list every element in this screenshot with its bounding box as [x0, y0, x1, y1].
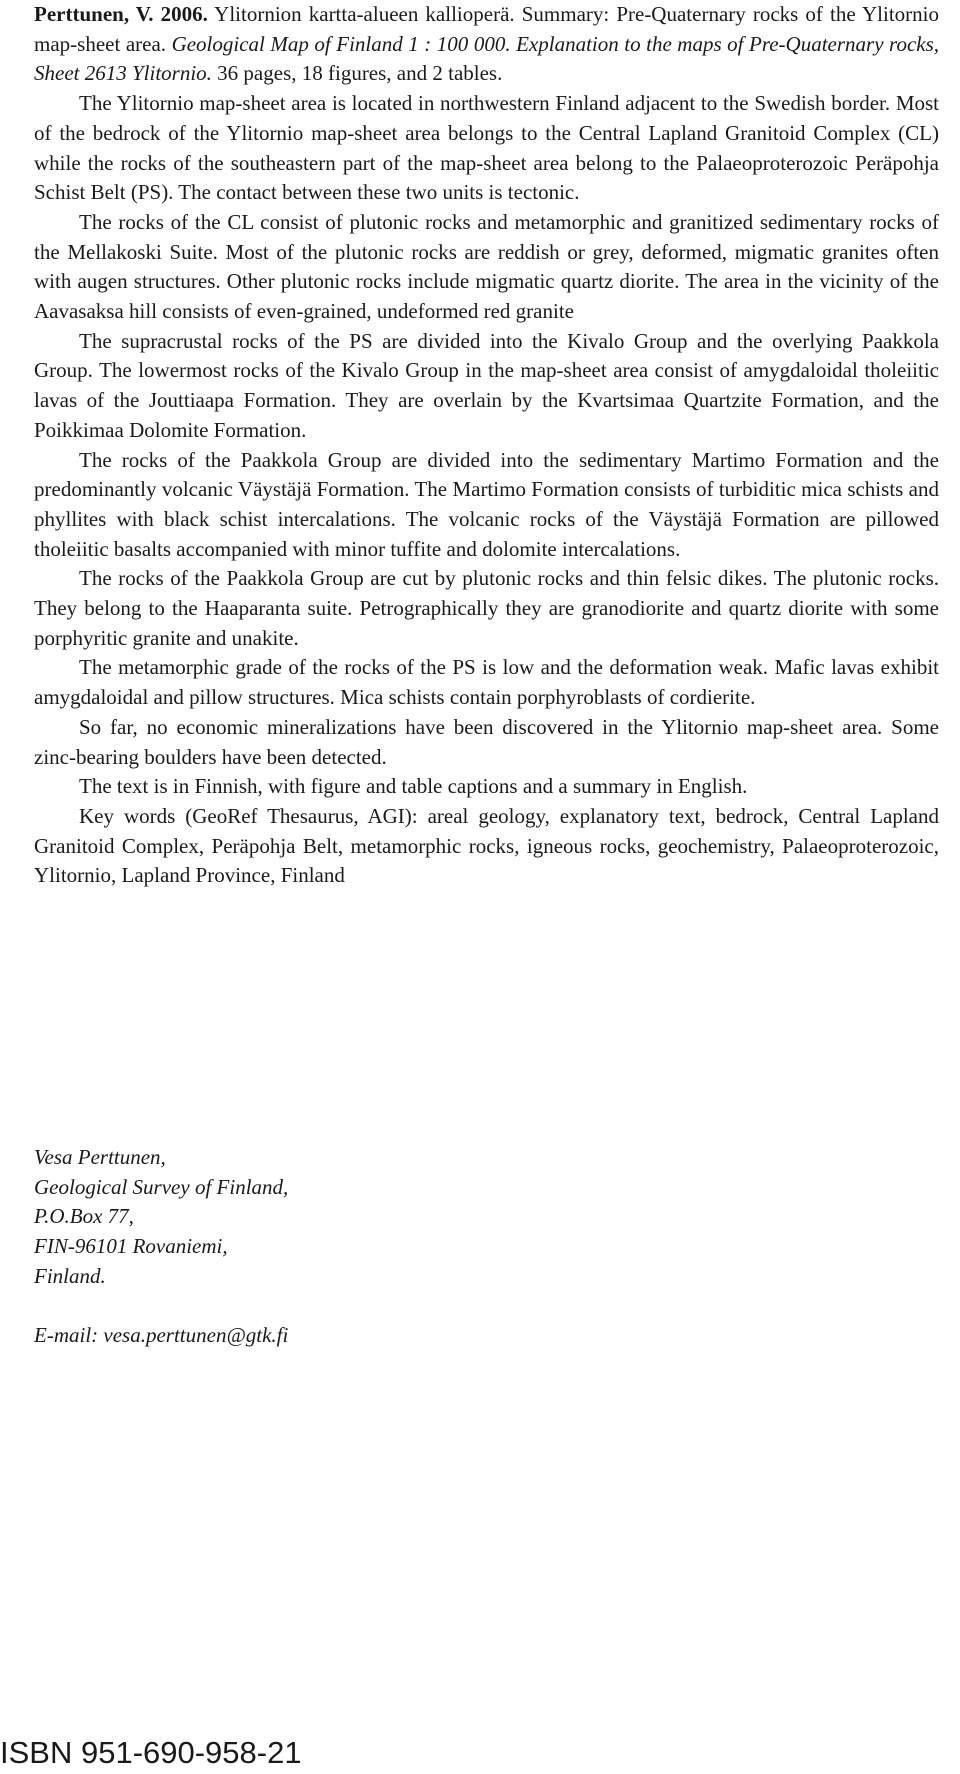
abstract-paragraph: The rocks of the Paakkola Group are cut by plutonic rocks and thin felsic dikes. The plutonic rocks. They belong to the Haaparanta suite. Petrographically they are granodiorite and quartz diorite with some porphyritic granite and unakite. — [34, 566, 939, 650]
abstract-paragraph: The metamorphic grade of the rocks of the PS is low and the deformation weak. Mafic lavas exhibit amygdaloidal and pillow structures. Mica schists contain porphyroblasts of cordierite. — [34, 655, 939, 710]
reference-title: Ylitornion kartta-alueen kallioperä. Summary: Pre-Quaternary rocks of the Ylitornio map-sheet area. — [34, 2, 939, 56]
reference-series: Geological Map of Finland 1 : 100 000. Explanation to the maps of Pre-Quaternary rocks, Sheet 2613 Ylitornio. — [34, 31, 940, 86]
abstract-paragraph: The Ylitornio map-sheet area is located in northwestern Finland adjacent to the Swedish border. Most of the bedrock of the Ylitornio map-sheet area belongs to the Central Lapland Granitoid Complex (CL) while the rocks of the southeastern part of the map-sheet area belong to the Palaeoproterozoic Peräpohja Schist Belt (PS). The contact between these two units is tectonic. — [34, 91, 939, 205]
abstract-paragraph: The supracrustal rocks of the PS are divided into the Kivalo Group and the overlying Paakkola Group. The lowermost rocks of the Kivalo Group in the map-sheet area consist of amygdaloidal tholeiitic lavas of the Jouttiaapa Formation. They are overlain by the Kvartsimaa Quartzite Formation, and the Poikkimaa Dolomite Formation. — [34, 328, 939, 442]
author-address — [34, 1143, 288, 1351]
author-city: FIN-96101 Rovaniemi, — [34, 1234, 228, 1259]
abstract-paragraph: So far, no economic mineralizations have been discovered in the Ylitornio map-sheet area. Some zinc-bearing boulders have been detected. — [34, 714, 939, 769]
author-organization: Geological Survey of Finland, — [34, 1174, 289, 1199]
author-email: E-mail: vesa.perttunen@gtk.fi — [34, 1323, 289, 1348]
abstract-paragraph: The text is in Finnish, with figure and table captions and a summary in English. — [79, 774, 748, 799]
abstract-paragraph: The rocks of the Paakkola Group are divided into the sedimentary Martimo Formation and the predominantly volcanic Väystäjä Formation. The Martimo Formation consists of turbiditic mica schists and phyllites with black schist intercalations. The volcanic rocks of the Väystäjä Formation are pillowed tholeiitic basalts accompanied with minor tuffite and dolomite intercalations. — [34, 447, 939, 561]
keywords-paragraph: Key words (GeoRef Thesaurus, AGI): areal geology, explanatory text, bedrock, Central Lapland Granitoid Complex, Peräpohja Belt, metamorphic rocks, igneous rocks, geochemistry, Palaeoproterozoic, Ylitornio, Lapland Province, Finland — [34, 803, 939, 888]
author-name: Vesa Perttunen, — [34, 1145, 166, 1169]
author-po-box: P.O.Box 77, — [34, 1204, 134, 1229]
author-country: Finland. — [34, 1263, 106, 1288]
reference-extent: 36 pages, 18 figures, and 2 tables. — [217, 61, 503, 86]
abstract-page — [34, 0, 939, 891]
isbn-number: ISBN 951-690-958-21 — [0, 1735, 302, 1770]
abstract-paragraph: The rocks of the CL consist of plutonic rocks and metamorphic and granitized sedimentary rocks of the Mellakoski Suite. Most of the plutonic rocks are reddish or grey, deformed, migmatic granites often with augen structures. Other plutonic rocks include migmatic quartz diorite. The area in the vicinity of the Aavasaksa hill consists of even-grained, undeformed red granite — [34, 209, 939, 324]
author-year: Perttunen, V. 2006. — [34, 2, 208, 26]
bibliographic-reference — [34, 0, 939, 89]
